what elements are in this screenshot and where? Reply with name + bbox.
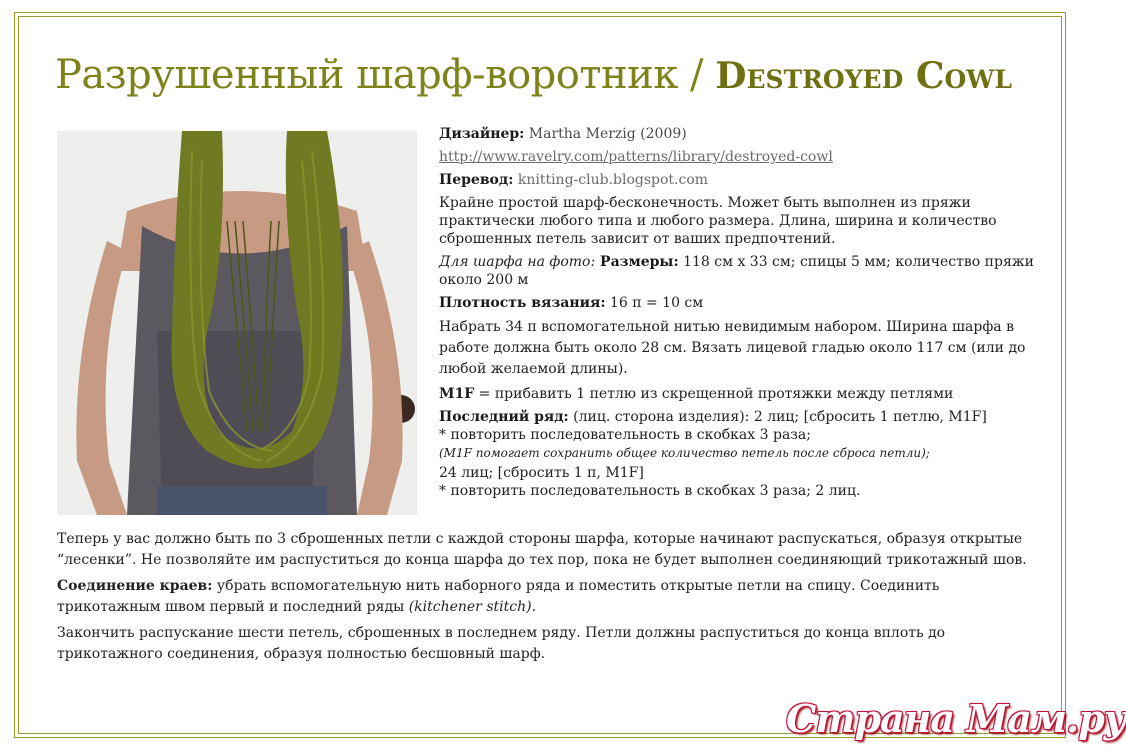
title-en: Destroyed Cowl	[715, 55, 1012, 97]
last-row-value: (лиц. сторона изделия): 2 лиц; [сбросить 1 петлю, M1F]	[568, 409, 987, 425]
gauge-line	[439, 294, 1039, 312]
sizes-value: 118 см х 33 см; спицы 5 мм; количество пряжи около 200 м	[439, 254, 1034, 288]
last-row-block	[439, 408, 1039, 426]
translation-label: Перевод:	[439, 172, 514, 188]
gauge-label: Плотность вязания:	[439, 295, 606, 311]
designer-label: Дизайнер:	[439, 126, 525, 142]
m1f-line	[439, 385, 1039, 403]
watermark-logo: Страна Мам.ру	[786, 696, 1126, 741]
ladders-text: Теперь у вас должно быть по 3 сброшенных петли с каждой стороны шарфа, которые начинают распускаться, образуя открытые “лесенки”. Не позволяйте им распуститься до конца шарфа до тех пор, пока не будет выполнен соединяющий трикотажный шов.	[57, 531, 1027, 568]
join-value: убрать вспомогательную нить наборного ряда и поместить открытые петли на спицу. Соединить трикотажным швом первый и последний ряды	[57, 578, 940, 615]
line-24: 24 лиц; [сбросить 1 п, M1F]	[439, 465, 644, 481]
join-italic: (kitchener stitch)	[408, 599, 532, 615]
join-label: Соединение краев:	[57, 578, 213, 594]
intro-text: Крайне простой шарф-бесконечность. Может быть выполнен из пряжи практически любого типа и любого размера. Длина, ширина и количество сброшенных петель зависит от ваших предпочтений.	[439, 195, 997, 247]
title-ru: Разрушенный шарф-воротник /	[55, 52, 716, 98]
sizes-label: Размеры:	[595, 254, 679, 270]
designer-line	[439, 125, 1039, 143]
ravelry-link[interactable]: http://www.ravelry.com/patterns/library/destroyed-cowl	[439, 149, 833, 165]
join-end: .	[531, 599, 537, 615]
gauge-value: 16 п = 10 см	[605, 295, 704, 311]
pattern-info	[439, 125, 1039, 505]
repeat-line-2: * повторить последовательность в скобках 3 раза; 2 лиц.	[439, 483, 861, 499]
repeat-line-1: * повторить последовательность в скобках 3 раза;	[439, 427, 811, 443]
cowl-photo	[57, 131, 417, 515]
m1f-value: = прибавить 1 петлю из скрещенной протяжки между петлями	[474, 386, 954, 402]
last-row-label: Последний ряд:	[439, 409, 569, 425]
designer-value: Martha Merzig (2009)	[524, 126, 687, 142]
join-paragraph	[57, 576, 1042, 618]
translation-line	[439, 171, 1039, 189]
photo-scarf-label: Для шарфа на фото:	[439, 254, 596, 270]
m1f-note: (M1F помогает сохранить общее количество петель после сброса петли);	[439, 446, 930, 460]
sizes-line	[439, 253, 1039, 289]
page-title	[55, 52, 1012, 98]
url-line	[439, 148, 1039, 166]
translation-value: knitting-club.blogspot.com	[513, 172, 709, 188]
finish-text: Закончить распускание шести петель, сброшенных в последнем ряду. Петли должны распуститься до конца вплоть до трикотажного соединения, образуя полностью бесшовный шарф.	[57, 625, 946, 662]
cast-on-text: Набрать 34 п вспомогательной нитью невидимым набором. Ширина шарфа в работе должна быть около 28 см. Вязать лицевой гладью около 117 см (или до любой желаемой длины).	[439, 319, 1026, 377]
m1f-label: M1F	[439, 386, 475, 402]
instructions-bottom	[57, 529, 1042, 670]
